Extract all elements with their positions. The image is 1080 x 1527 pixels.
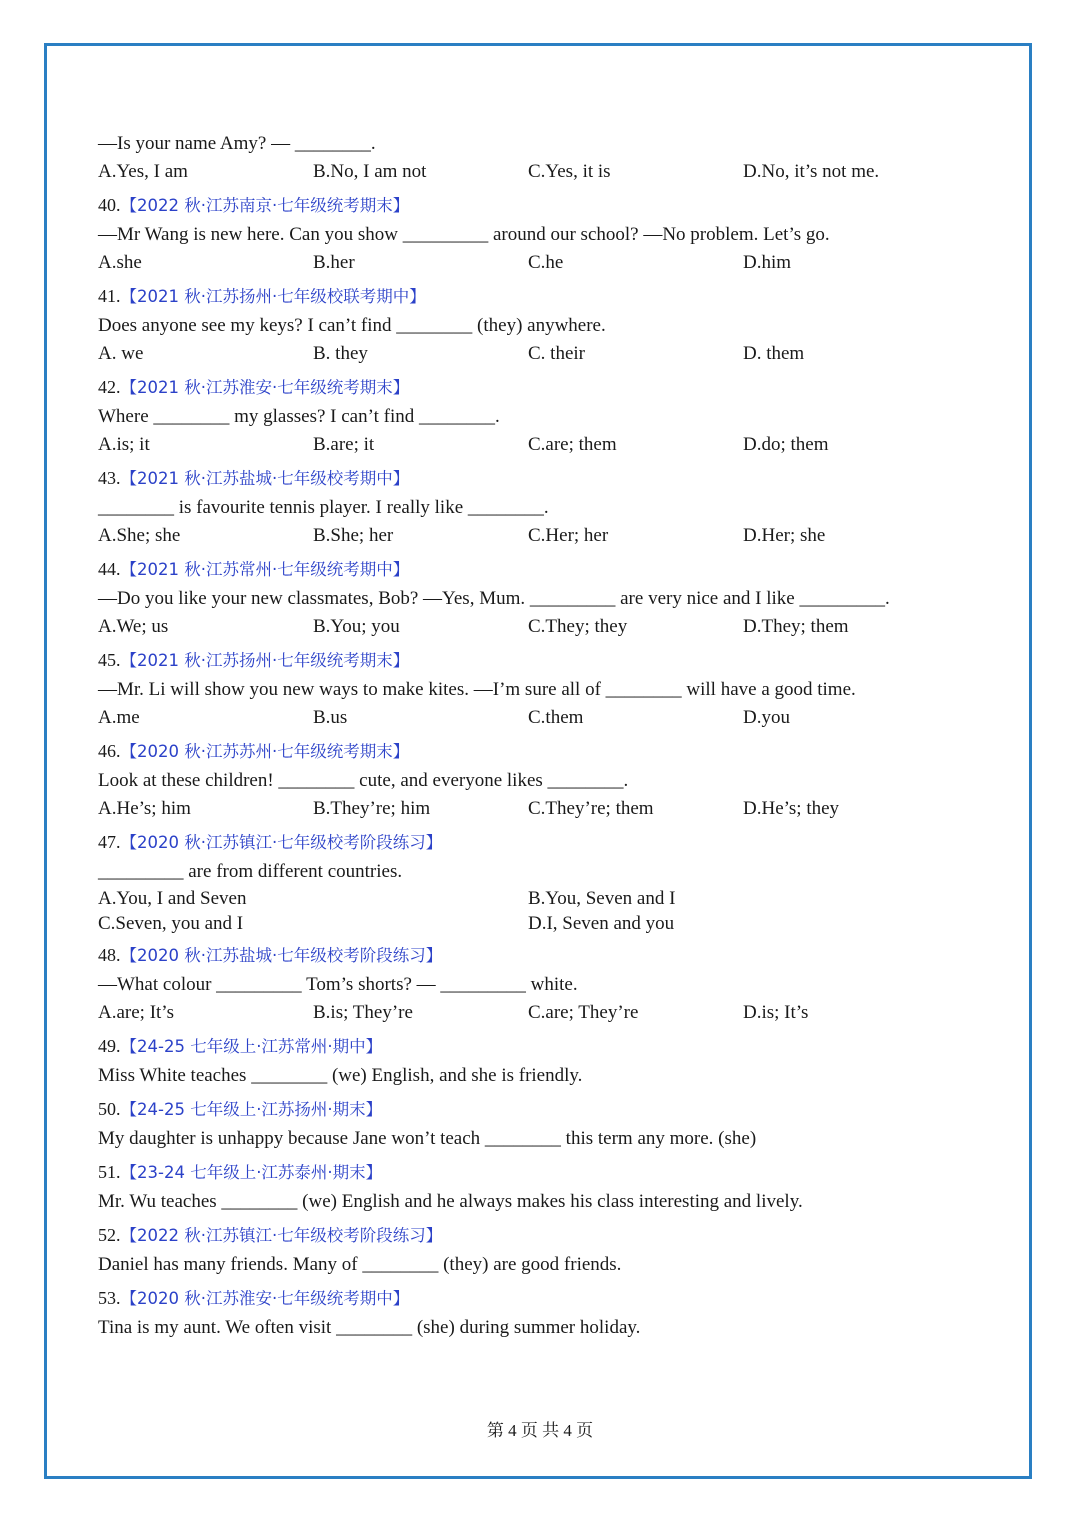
question-stem: —What colour _________ Tom’s shorts? — _________ white. [98,974,578,995]
option-b: B. they [313,343,368,364]
option-b: B.You; you [313,616,400,637]
question-source: 【2020 秋·江苏盐城·七年级校考阶段练习】 [120,946,443,965]
question-stem: —Mr Wang is new here. Can you show _________ around our school? —No problem. Let’s go. [98,224,830,245]
option-c: C.They; they [528,616,628,637]
option-row [98,340,958,368]
question-number: 44. [98,559,121,579]
option-d: D. them [743,343,805,364]
question-source: 【2020 秋·江苏镇江·七年级校考阶段练习】 [120,833,443,852]
option-row [98,249,958,277]
option-b: B.You, Seven and I [528,888,676,909]
option-d: D.They; them [743,616,849,637]
option-b: B.her [313,252,355,273]
question-source: 【24-25 七年级上·江苏常州·期中】 [120,1037,383,1056]
option-c: C.Yes, it is [528,161,611,182]
question-header [98,465,958,492]
question-number: 47. [98,832,121,852]
option-row [98,522,958,550]
question-header [98,829,958,856]
question-header [98,374,958,401]
question-source: 【2022 秋·江苏南京·七年级统考期末】 [120,196,410,215]
question-item [98,374,958,459]
question-stem: —Is your name Amy? — ________. [98,133,376,154]
option-c: C. their [528,343,585,364]
question-item [98,738,958,823]
option-a: A.Yes, I am [98,161,188,182]
question-stem: Where ________ my glasses? I can’t find ________. [98,406,500,427]
option-d: D.is; It’s [743,1002,809,1023]
question-item [98,1222,958,1279]
question-stem: Daniel has many friends. Many of ________ (they) are good friends. [98,1254,622,1275]
question-header [98,647,958,674]
question-source: 【2021 秋·江苏扬州·七年级统考期末】 [120,651,410,670]
question-stem: ________ is favourite tennis player. I really like ________. [98,497,549,518]
option-row [98,886,958,911]
question-source: 【2020 秋·江苏苏州·七年级统考期末】 [120,742,410,761]
option-d: D.Her; she [743,525,826,546]
option-d: D.No, it’s not me. [743,161,880,182]
exam-content [98,130,958,1342]
option-a: A.she [98,252,142,273]
question-number: 52. [98,1225,121,1245]
question-source: 【2021 秋·江苏常州·七年级统考期中】 [120,560,410,579]
option-row [98,795,958,823]
option-d: D.him [743,252,792,273]
question-item [98,465,958,550]
question-header [98,1222,958,1249]
question-source: 【2020 秋·江苏淮安·七年级统考期中】 [120,1289,410,1308]
option-c: C.Her; her [528,525,609,546]
option-a: A.are; It’s [98,1002,174,1023]
question-header [98,738,958,765]
question-list [98,192,958,1342]
question-header [98,1096,958,1123]
question-item [98,556,958,641]
question-stem: Tina is my aunt. We often visit ________ (she) during summer holiday. [98,1317,641,1338]
question-stem: —Do you like your new classmates, Bob? —Yes, Mum. _________ are very nice and I like _________. [98,588,890,609]
question-39-continued [98,130,958,186]
question-number: 50. [98,1099,121,1119]
question-number: 43. [98,468,121,488]
question-header [98,942,958,969]
option-c: C.are; them [528,434,617,455]
question-stem: Look at these children! ________ cute, and everyone likes ________. [98,770,629,791]
option-a: A.You, I and Seven [98,888,247,909]
question-number: 49. [98,1036,121,1056]
option-a: A.We; us [98,616,169,637]
question-item [98,829,958,936]
question-number: 48. [98,945,121,965]
question-source: 【24-25 七年级上·江苏扬州·期末】 [120,1100,383,1119]
option-b: B.is; They’re [313,1002,413,1023]
option-c: C.They’re; them [528,798,654,819]
question-stem: Does anyone see my keys? I can’t find ________ (they) anywhere. [98,315,606,336]
question-header [98,1159,958,1186]
option-c: C.them [528,707,584,728]
question-source: 【23-24 七年级上·江苏泰州·期末】 [120,1163,383,1182]
option-b: B.us [313,707,348,728]
question-item [98,1285,958,1342]
question-item [98,192,958,277]
question-item [98,942,958,1027]
question-stem: Miss White teaches ________ (we) English, and she is friendly. [98,1065,583,1086]
option-row [98,613,958,641]
option-c: C.are; They’re [528,1002,639,1023]
option-a: A.He’s; him [98,798,191,819]
question-header [98,283,958,310]
question-source: 【2021 秋·江苏扬州·七年级校联考期中】 [120,287,426,306]
option-c: C.Seven, you and I [98,913,244,934]
option-c: C.he [528,252,564,273]
option-d: D.He’s; they [743,798,840,819]
question-header [98,192,958,219]
option-d: D.you [743,707,790,728]
question-number: 42. [98,377,121,397]
option-a: A.She; she [98,525,181,546]
option-a: A. we [98,343,144,364]
question-item [98,1033,958,1090]
question-stem: Mr. Wu teaches ________ (we) English and he always makes his class interesting and lively. [98,1191,803,1212]
question-item [98,283,958,368]
question-number: 40. [98,195,121,215]
page-footer: 第 4 页 共 4 页 [486,1421,594,1440]
option-b: B.She; her [313,525,394,546]
option-row [98,999,958,1027]
option-b: B.No, I am not [313,161,427,182]
option-row [98,431,958,459]
option-b: B.are; it [313,434,375,455]
question-item [98,647,958,732]
question-number: 53. [98,1288,121,1308]
question-stem: My daughter is unhappy because Jane won’t teach ________ this term any more. (she) [98,1128,757,1149]
option-a: A.is; it [98,434,150,455]
option-d: D.I, Seven and you [528,913,675,934]
option-d: D.do; them [743,434,829,455]
question-number: 51. [98,1162,121,1182]
question-stem: _________ are from different countries. [98,861,403,882]
question-stem: —Mr. Li will show you new ways to make kites. —I’m sure all of ________ will have a good time. [98,679,856,700]
question-header [98,1285,958,1312]
question-number: 45. [98,650,121,670]
question-header [98,556,958,583]
option-row [98,911,958,936]
question-item [98,1096,958,1153]
question-number: 46. [98,741,121,761]
option-a: A.me [98,707,140,728]
option-row [98,158,958,186]
option-row [98,704,958,732]
question-source: 【2021 秋·江苏淮安·七年级统考期末】 [120,378,410,397]
question-header [98,1033,958,1060]
question-source: 【2021 秋·江苏盐城·七年级校考期中】 [120,469,410,488]
option-b: B.They’re; him [313,798,431,819]
question-item [98,1159,958,1216]
question-number: 41. [98,286,121,306]
question-source: 【2022 秋·江苏镇江·七年级校考阶段练习】 [120,1226,443,1245]
